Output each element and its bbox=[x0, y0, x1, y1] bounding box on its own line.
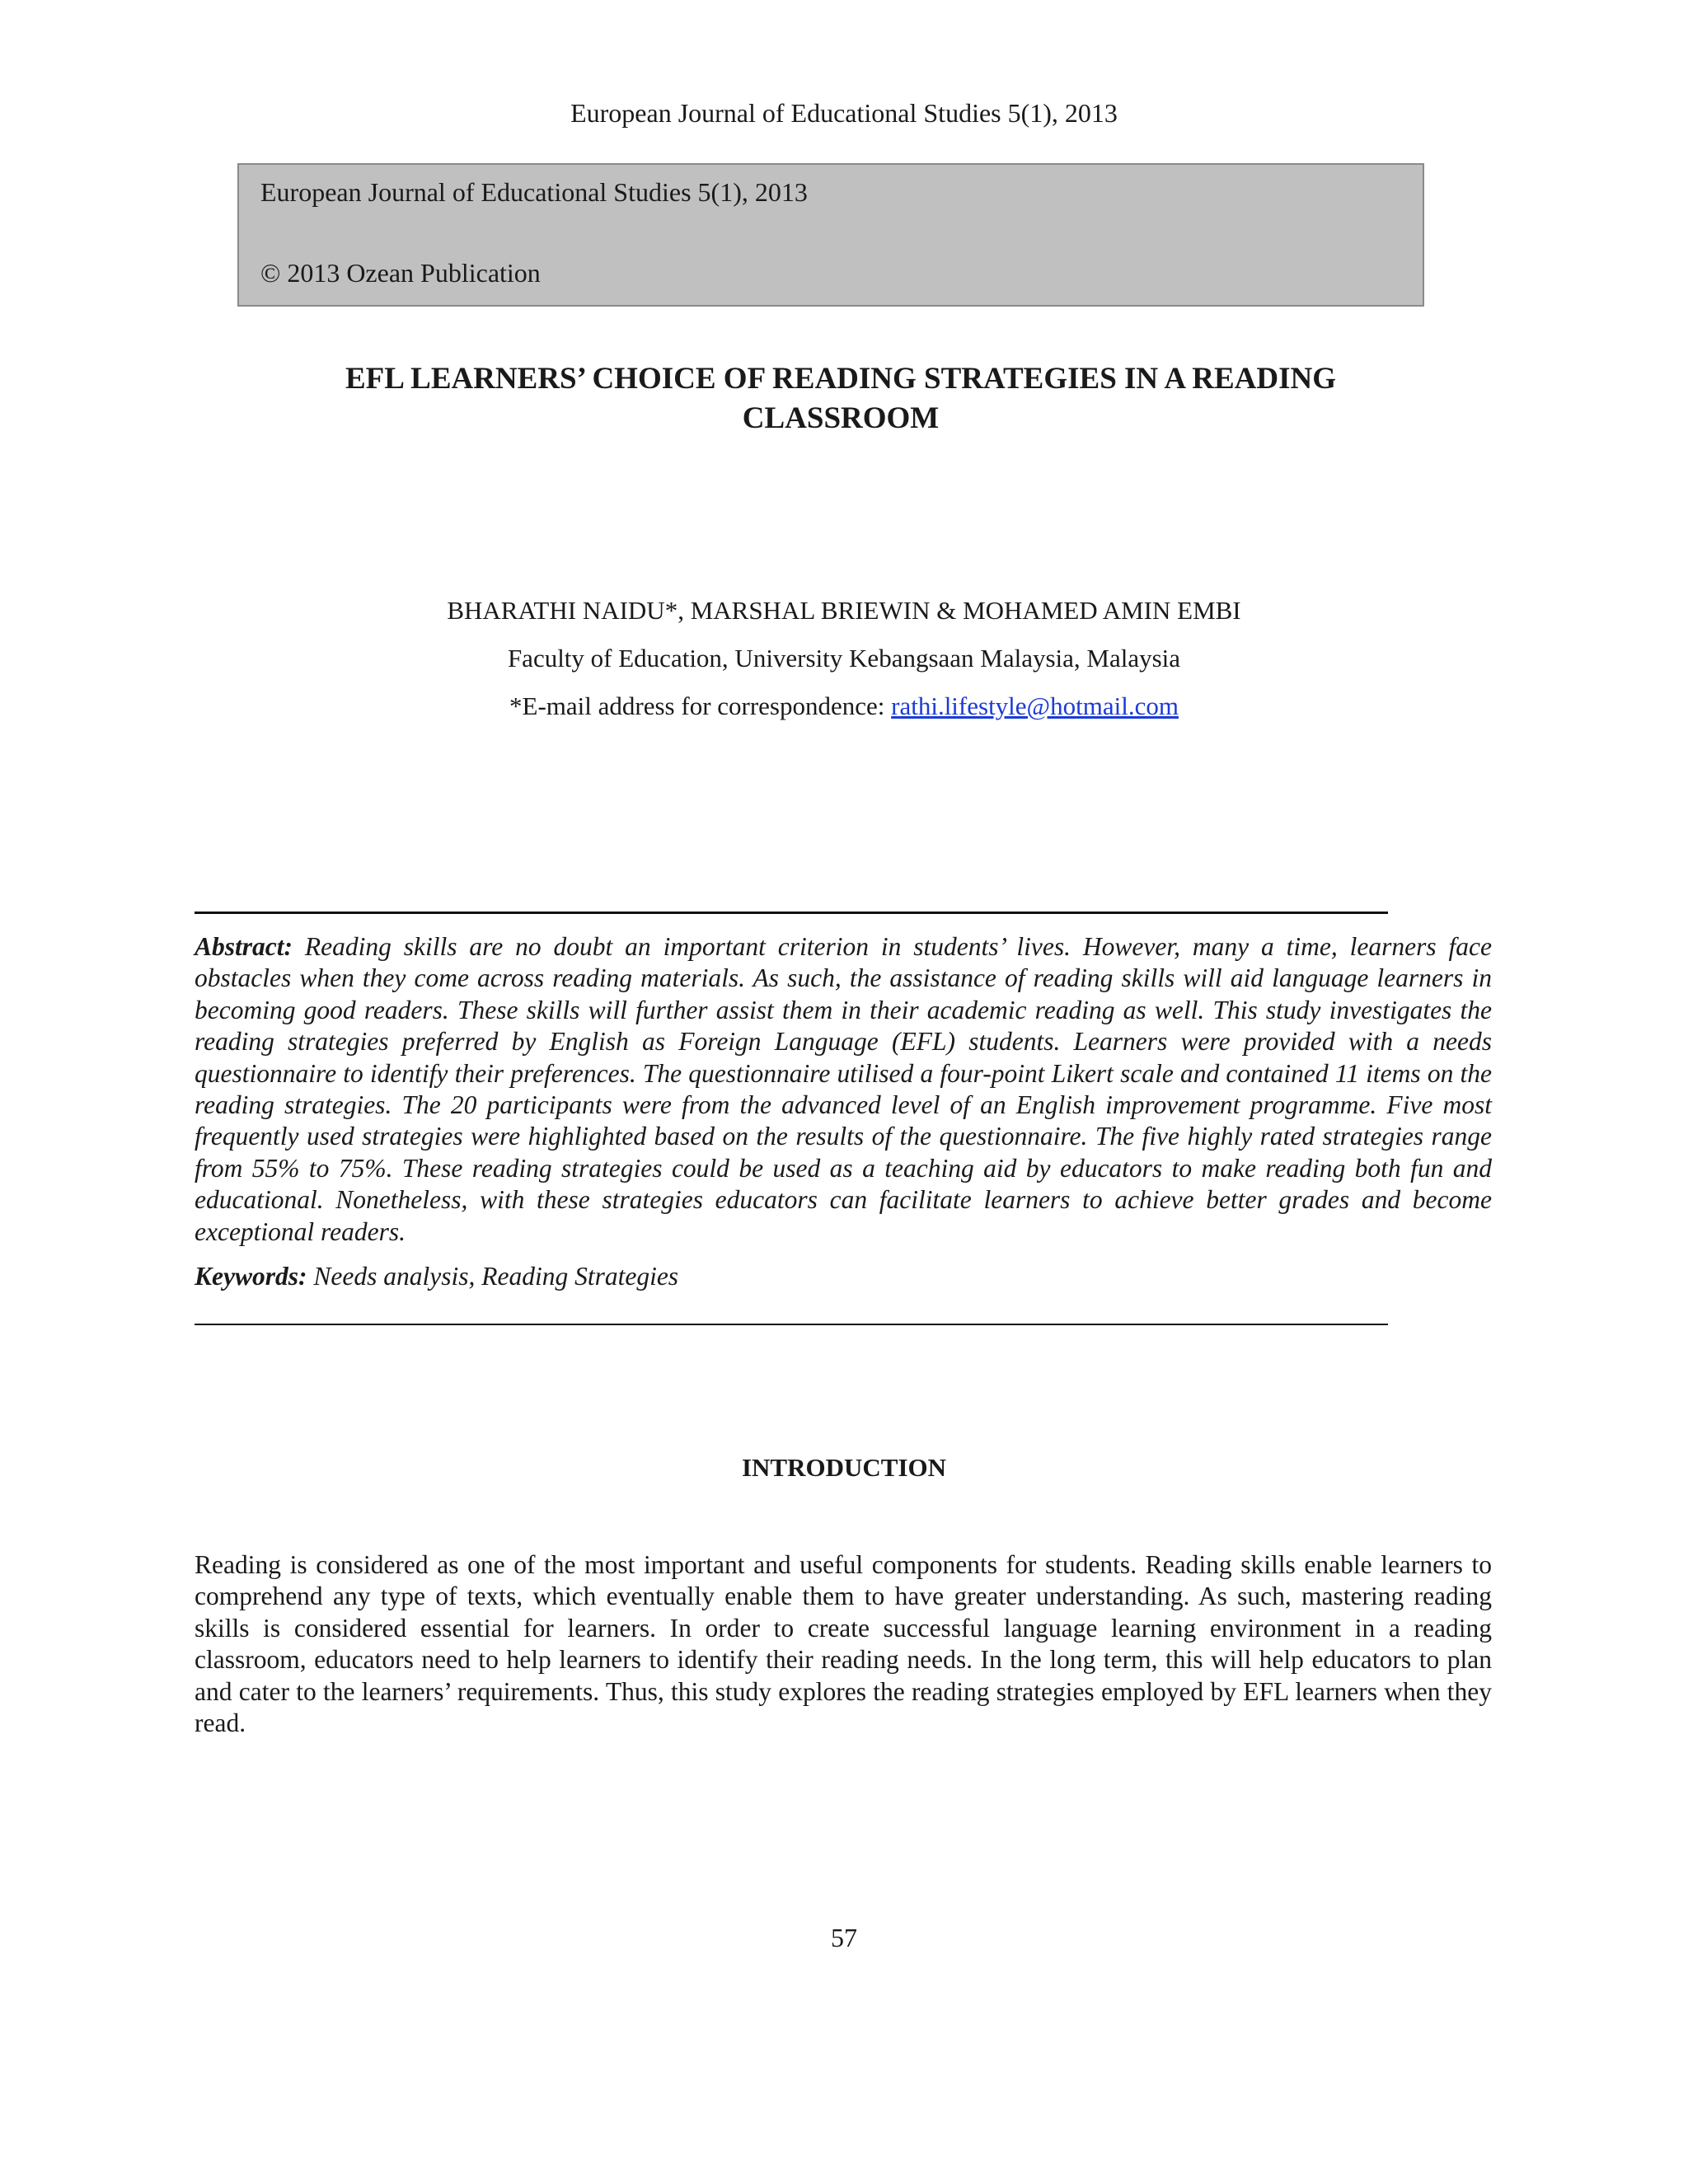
copyright-notice: © 2013 Ozean Publication bbox=[260, 258, 541, 288]
paper-title: EFL LEARNERS’ CHOICE OF READING STRATEGIES IN A READING CLASSROOM bbox=[345, 362, 1337, 435]
abstract-label: Abstract: bbox=[195, 932, 293, 961]
author-list: BHARATHI NAIDU*, MARSHAL BRIEWIN & MOHAMED AMIN EMBI bbox=[447, 596, 1241, 625]
author-affiliation: Faculty of Education, University Kebangsaan Malaysia, Malaysia bbox=[507, 644, 1181, 673]
abstract-text: Reading skills are no doubt an important criterion in students’ lives. However, many a time, learners face obstacles when they come across reading materials. As such, the assistance of reading skills will aid language learners in becoming good readers. These skills will further assist them in their academic reading as well. This study investigates the reading strategies preferred by English as Foreign Language (EFL) students. Learners were provided with a needs questionnaire to identify their preferences. The questionnaire utilised a four-point Likert scale and contained 11 items on the reading strategies. The 20 participants were from the advanced level of an English improvement programme. Five most frequently used strategies were highlighted based on the results of the questionnaire. The five highly rated strategies range from 55% to 75%. These reading strategies could be used as a teaching aid by educators to make reading both fun and educational. Nonetheless, with these strategies educators can facilitate learners to achieve better grades and become exceptional readers. bbox=[195, 932, 1492, 1246]
abstract-bottom-rule bbox=[195, 1324, 1388, 1325]
abstract-paragraph bbox=[195, 931, 1492, 1248]
keywords-text: Needs analysis, Reading Strategies bbox=[307, 1262, 679, 1291]
correspondence-label: *E-mail address for correspondence: bbox=[509, 691, 892, 720]
correspondence-email-link[interactable]: rathi.lifestyle@hotmail.com bbox=[891, 691, 1179, 720]
page-number: 57 bbox=[831, 1923, 857, 1952]
abstract-top-rule bbox=[195, 912, 1388, 914]
journal-info-box bbox=[237, 163, 1424, 307]
keywords-label: Keywords: bbox=[195, 1262, 307, 1291]
introduction-paragraph: Reading is considered as one of the most important and useful components for students. Reading skills enable learners to comprehend any type of texts, which eventually enable them to have greater understanding. As such, mastering reading skills is considered essential for learners. In order to create successful language learning environment in a reading classroom, educators need to help learners to identify their reading needs. In the long term, this will help educators to plan and cater to the learners’ requirements. Thus, this study explores the reading strategies employed by EFL learners when they read. bbox=[195, 1550, 1492, 1738]
introduction-heading: INTRODUCTION bbox=[741, 1453, 947, 1482]
journal-citation: European Journal of Educational Studies 5(1), 2013 bbox=[260, 177, 808, 207]
keywords-line bbox=[195, 1261, 1492, 1292]
correspondence-line bbox=[0, 691, 1688, 722]
running-header: European Journal of Educational Studies 5(1), 2013 bbox=[570, 98, 1118, 128]
